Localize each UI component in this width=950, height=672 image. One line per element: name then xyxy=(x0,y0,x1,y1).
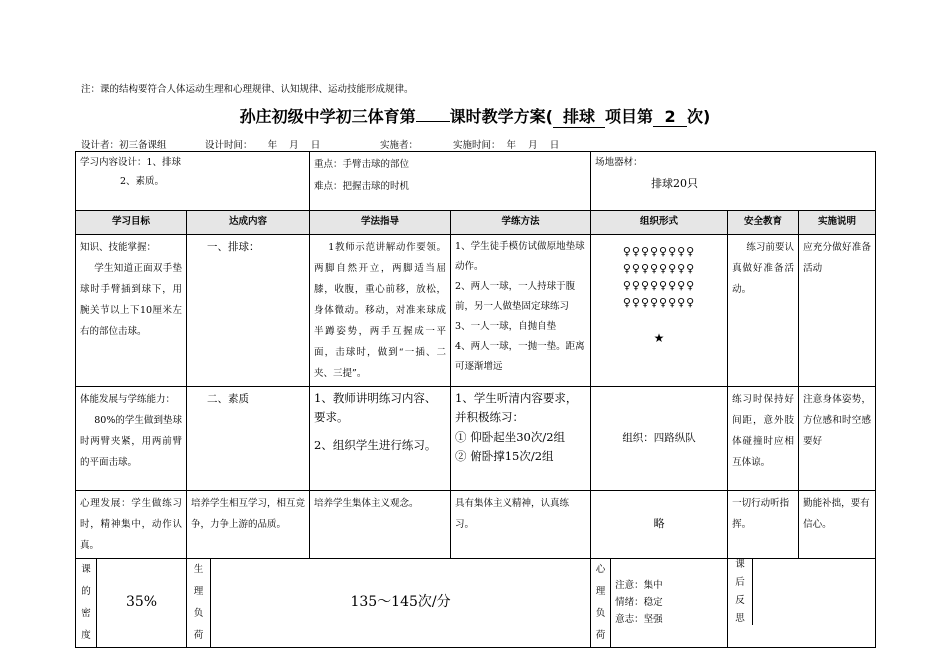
method-fitness-cell xyxy=(451,386,591,490)
achieve-volleyball: 一、排球： xyxy=(207,240,260,253)
psych-label: 心理负荷 xyxy=(595,563,606,641)
equipment-value: 排球20只 xyxy=(651,176,699,190)
equipment-label: 场地器材： xyxy=(595,157,643,168)
guide-demo-cell xyxy=(310,234,451,386)
density-label-cell xyxy=(76,558,97,647)
guide-fitness-1: 1、教师讲明练习内容、要求。 xyxy=(314,390,437,425)
design-time: 设计时间： 年 月 日 xyxy=(205,140,321,151)
safety-obey: 一切行动听指挥。 xyxy=(732,497,790,530)
guide-psych: 培养学生集体主义观念。 xyxy=(314,497,419,509)
table-row xyxy=(76,386,876,490)
phys-value-cell xyxy=(211,558,591,647)
goal-fitness-cell xyxy=(76,386,187,490)
psych-label-cell xyxy=(591,558,611,647)
equipment-cell xyxy=(591,152,876,211)
top-row xyxy=(76,152,876,211)
method-item: 1、学生徒手模仿试做原地垫球动作。 xyxy=(455,240,585,272)
title-mid2: 项目第 xyxy=(605,107,654,126)
guide-fitness-2: 2、组织学生进行练习。 xyxy=(314,437,437,452)
header-notes: 实施说明 xyxy=(799,211,876,235)
methods-cell xyxy=(451,234,591,386)
header-guidance: 学法指导 xyxy=(310,211,451,235)
reflection-label-box xyxy=(728,559,753,625)
psych-item: 情绪：稳定 xyxy=(615,597,663,609)
reflection-label: 课后反思 xyxy=(735,558,745,624)
title-number: 2 xyxy=(653,107,687,127)
goal-fitness-text: 80%的学生做到垫球时两臂夹紧，用两前臂的平面击球。 xyxy=(80,414,182,468)
safety-spacing: 练习时保持好间距，意外肢体碰撞时应相互体谅。 xyxy=(732,393,795,468)
title-lesson-blank xyxy=(416,121,450,122)
implementation-time: 实施时间： 年 月 日 xyxy=(453,140,560,151)
density-value: 35% xyxy=(125,593,158,610)
designer: 设计者：初三备课组 xyxy=(81,140,167,151)
safety-warmup: 练习前要认真做好准备活动。 xyxy=(732,241,795,295)
student-row-icon: ♀♀♀♀♀♀♀♀ xyxy=(622,295,696,309)
title-prefix: 孙庄初级中学初三体育第 xyxy=(239,107,416,126)
method-fitness-3: ② 俯卧撑15次/2组 xyxy=(455,449,554,464)
content-design-cell xyxy=(76,152,310,211)
title-suffix: 次) xyxy=(687,107,711,126)
achieve-psych-cell xyxy=(187,490,310,558)
method-psych-cell xyxy=(451,490,591,558)
safety-warmup-cell xyxy=(728,234,799,386)
guide-demo-text: 1教师示范讲解动作要领。两脚自然开立，两脚适当屈膝，收腹，重心前移，放松，身体微动。移动，对准来球成半蹲姿势，两手互握成一平面，击球时，做到“一插、二夹、三提”。 xyxy=(314,241,447,379)
notes-warmup: 应充分做好准备活动 xyxy=(803,241,872,274)
structure-note: 注：课的结构要符合人体运动生理和心理规律、认知规律、运动技能形成规律。 xyxy=(81,84,414,95)
achieve-volleyball-cell xyxy=(187,234,310,386)
reflection-content xyxy=(753,559,875,625)
achieve-psych: 培养学生相互学习，相互竞争，力争上游的品质。 xyxy=(191,497,306,530)
implementer: 实施者： xyxy=(380,140,419,151)
header-achievement: 达成内容 xyxy=(187,211,310,235)
method-psych: 具有集体主义精神，认真练习。 xyxy=(455,497,570,530)
method-fitness-2: ① 仰卧起坐30次/2组 xyxy=(455,429,566,444)
table-row xyxy=(76,234,876,386)
title-middle: 课时教学方案( xyxy=(449,107,553,126)
page-title xyxy=(0,104,950,128)
key-point: 重点：手臂击球的部位 xyxy=(314,159,410,170)
formation-psych-cell xyxy=(591,490,728,558)
psych-values-cell xyxy=(611,558,728,647)
title-topic: 排球 xyxy=(553,104,605,128)
notes-warmup-cell xyxy=(799,234,876,386)
header-safety: 安全教育 xyxy=(728,211,799,235)
teacher-star-icon: ★ xyxy=(653,330,665,345)
achieve-fitness-cell xyxy=(187,386,310,490)
method-item: 2、两人一球，一人持球于腹前，另一人做垫固定球练习 xyxy=(455,280,576,312)
header-learning-goal: 学习目标 xyxy=(76,211,187,235)
table-row xyxy=(76,490,876,558)
achieve-fitness: 二、素质 xyxy=(207,392,249,405)
phys-label-cell xyxy=(187,558,211,647)
psych-item: 意志：坚强 xyxy=(615,614,663,626)
goal-psych: 心理发展：学生做练习时，精神集中，动作认真。 xyxy=(80,497,182,551)
notes-confidence-cell xyxy=(799,490,876,558)
phys-label: 生理负荷 xyxy=(193,563,204,641)
lesson-plan-table xyxy=(75,151,876,648)
content-design-item2: 2、素质。 xyxy=(120,175,165,187)
student-row-icon: ♀♀♀♀♀♀♀♀ xyxy=(622,278,696,292)
formation-fitness-cell xyxy=(591,386,728,490)
goal-fitness-title: 体能发展与学练能力： xyxy=(80,393,176,405)
method-item: 4、两人一球，一抛一垫。距离可逐渐增远 xyxy=(455,340,585,372)
student-formation xyxy=(595,243,723,311)
goal-knowledge-title: 知识、技能掌握： xyxy=(80,241,157,253)
method-item: 3、一人一球，自抛自垫 xyxy=(455,320,557,332)
guide-fitness-cell xyxy=(310,386,451,490)
formation-fitness: 组织：四路纵队 xyxy=(622,431,696,444)
safety-spacing-cell xyxy=(728,386,799,490)
goal-psych-cell xyxy=(76,490,187,558)
density-label: 课的密度 xyxy=(81,563,91,641)
bottom-row xyxy=(76,558,876,647)
notes-posture: 注意身体姿势，方位感和时空感要好 xyxy=(803,393,872,447)
method-fitness-1: 1、学生听清内容要求，并积极练习： xyxy=(455,390,578,425)
header-organization: 组织形式 xyxy=(591,211,728,235)
safety-obey-cell xyxy=(728,490,799,558)
key-points-cell xyxy=(310,152,591,211)
difficulty-point: 难点：把握击球的时机 xyxy=(314,180,410,192)
goal-knowledge-text: 学生知道正面双手垫球时手臂插到球下，用腕关节以上下10厘米左右的部位击球。 xyxy=(80,262,182,337)
student-row-icon: ♀♀♀♀♀♀♀♀ xyxy=(622,261,696,275)
student-row-icon: ♀♀♀♀♀♀♀♀ xyxy=(622,244,696,258)
notes-posture-cell xyxy=(799,386,876,490)
reflection-cell xyxy=(728,558,876,647)
header-row xyxy=(76,211,876,235)
notes-confidence: 勤能补拙，要有信心。 xyxy=(803,497,870,530)
phys-value: 135～145次/分 xyxy=(350,593,451,610)
guide-psych-cell xyxy=(310,490,451,558)
psych-item: 注意：集中 xyxy=(615,580,663,592)
formation-omitted: 略 xyxy=(653,517,665,531)
goal-knowledge-cell xyxy=(76,234,187,386)
content-design-label: 学习内容设计：1、排球 xyxy=(80,157,182,168)
header-practice-method: 学练方法 xyxy=(451,211,591,235)
density-value-cell xyxy=(97,558,187,647)
formation-cell xyxy=(591,234,728,386)
